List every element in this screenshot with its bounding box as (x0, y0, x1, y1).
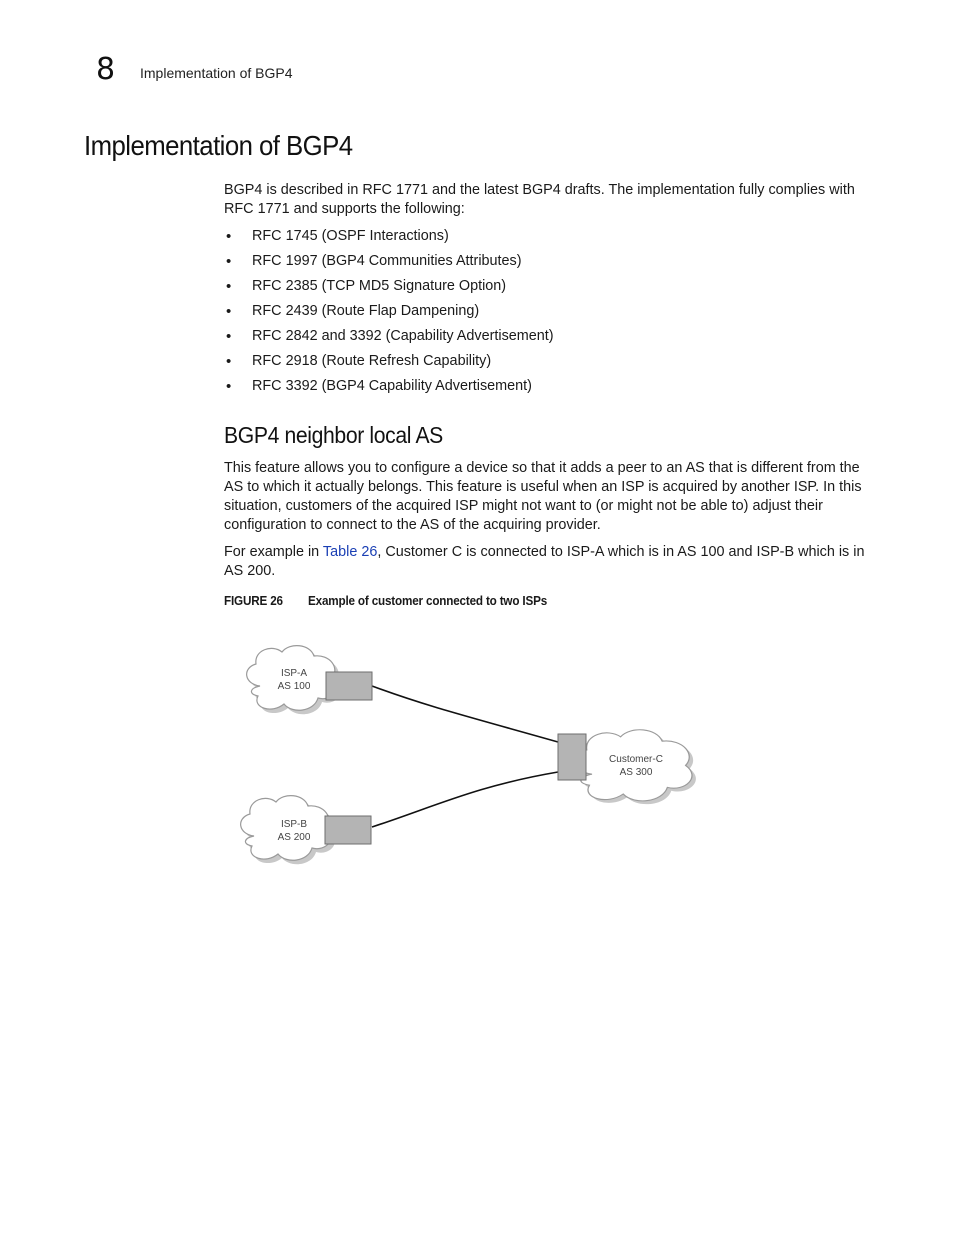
running-header: Implementation of BGP4 (140, 65, 293, 81)
bullet: • (226, 253, 232, 270)
list-item-text: RFC 2842 and 3392 (Capability Advertisement) (252, 328, 554, 344)
customer-c-name: Customer-C (609, 754, 663, 765)
neighbor-local-as-paragraph: This feature allows you to configure a device so that it adds a peer to an AS that is different from the AS to which it actually belongs. This feature is useful when an ISP is acquired by another ISP. In this situation, customers of the acquired ISP might not want to (or might not be able to) adjust their configuration to connect to the AS of the acquiring provider. (224, 460, 862, 533)
main-content (224, 181, 872, 610)
figure-caption (224, 591, 872, 610)
example-text-before: For example in (224, 544, 323, 560)
router-isp-a (326, 672, 372, 700)
list-item (224, 327, 872, 352)
isp-b-as: AS 200 (277, 832, 311, 843)
bullet: • (226, 378, 232, 395)
link-isp-b-customer (372, 772, 558, 827)
list-item-text: RFC 1997 (BGP4 Communities Attributes) (252, 253, 522, 269)
example-paragraph (224, 543, 872, 581)
intro-paragraph: BGP4 is described in RFC 1771 and the latest BGP4 drafts. The implementation fully complies with RFC 1771 and supports the following: (224, 182, 855, 217)
bullet: • (226, 278, 232, 295)
bullet: • (226, 353, 232, 370)
isp-b-cloud (241, 796, 335, 865)
list-item (224, 227, 872, 252)
subsection-title: BGP4 neighbor local AS (224, 422, 443, 448)
figure-caption-text: Example of customer connected to two ISPs (308, 593, 548, 608)
example-text-after: , Customer C is connected to ISP-A which is in AS 100 and ISP-B which is in AS 200. (224, 544, 865, 579)
network-diagram (226, 636, 726, 876)
list-item (224, 252, 872, 277)
bullet: • (226, 303, 232, 320)
list-item-text: RFC 1745 (OSPF Interactions) (252, 228, 449, 244)
bullet: • (226, 328, 232, 345)
figure-label: FIGURE 26 (224, 593, 283, 608)
customer-c-as: AS 300 (619, 767, 653, 778)
list-item-text: RFC 2385 (TCP MD5 Signature Option) (252, 278, 507, 294)
isp-b-name: ISP-B (280, 819, 308, 830)
router-isp-b (325, 816, 371, 844)
table-26-link[interactable]: Table 26 (322, 544, 378, 560)
list-item-text: RFC 2439 (Route Flap Dampening) (252, 303, 480, 319)
list-item (224, 352, 872, 377)
router-customer-c (558, 734, 586, 780)
bullet: • (226, 228, 232, 245)
list-item-text: RFC 3392 (BGP4 Capability Advertisement) (252, 378, 532, 394)
list-item (224, 277, 872, 302)
isp-a-as: AS 100 (277, 681, 311, 692)
list-item (224, 377, 872, 402)
section-title: Implementation of BGP4 (84, 130, 353, 161)
rfc-list (224, 227, 872, 402)
list-item-text: RFC 2918 (Route Refresh Capability) (252, 353, 492, 369)
isp-a-name: ISP-A (280, 668, 308, 679)
link-isp-a-customer (372, 686, 558, 742)
chapter-number: 8 (96, 52, 116, 87)
list-item (224, 302, 872, 327)
